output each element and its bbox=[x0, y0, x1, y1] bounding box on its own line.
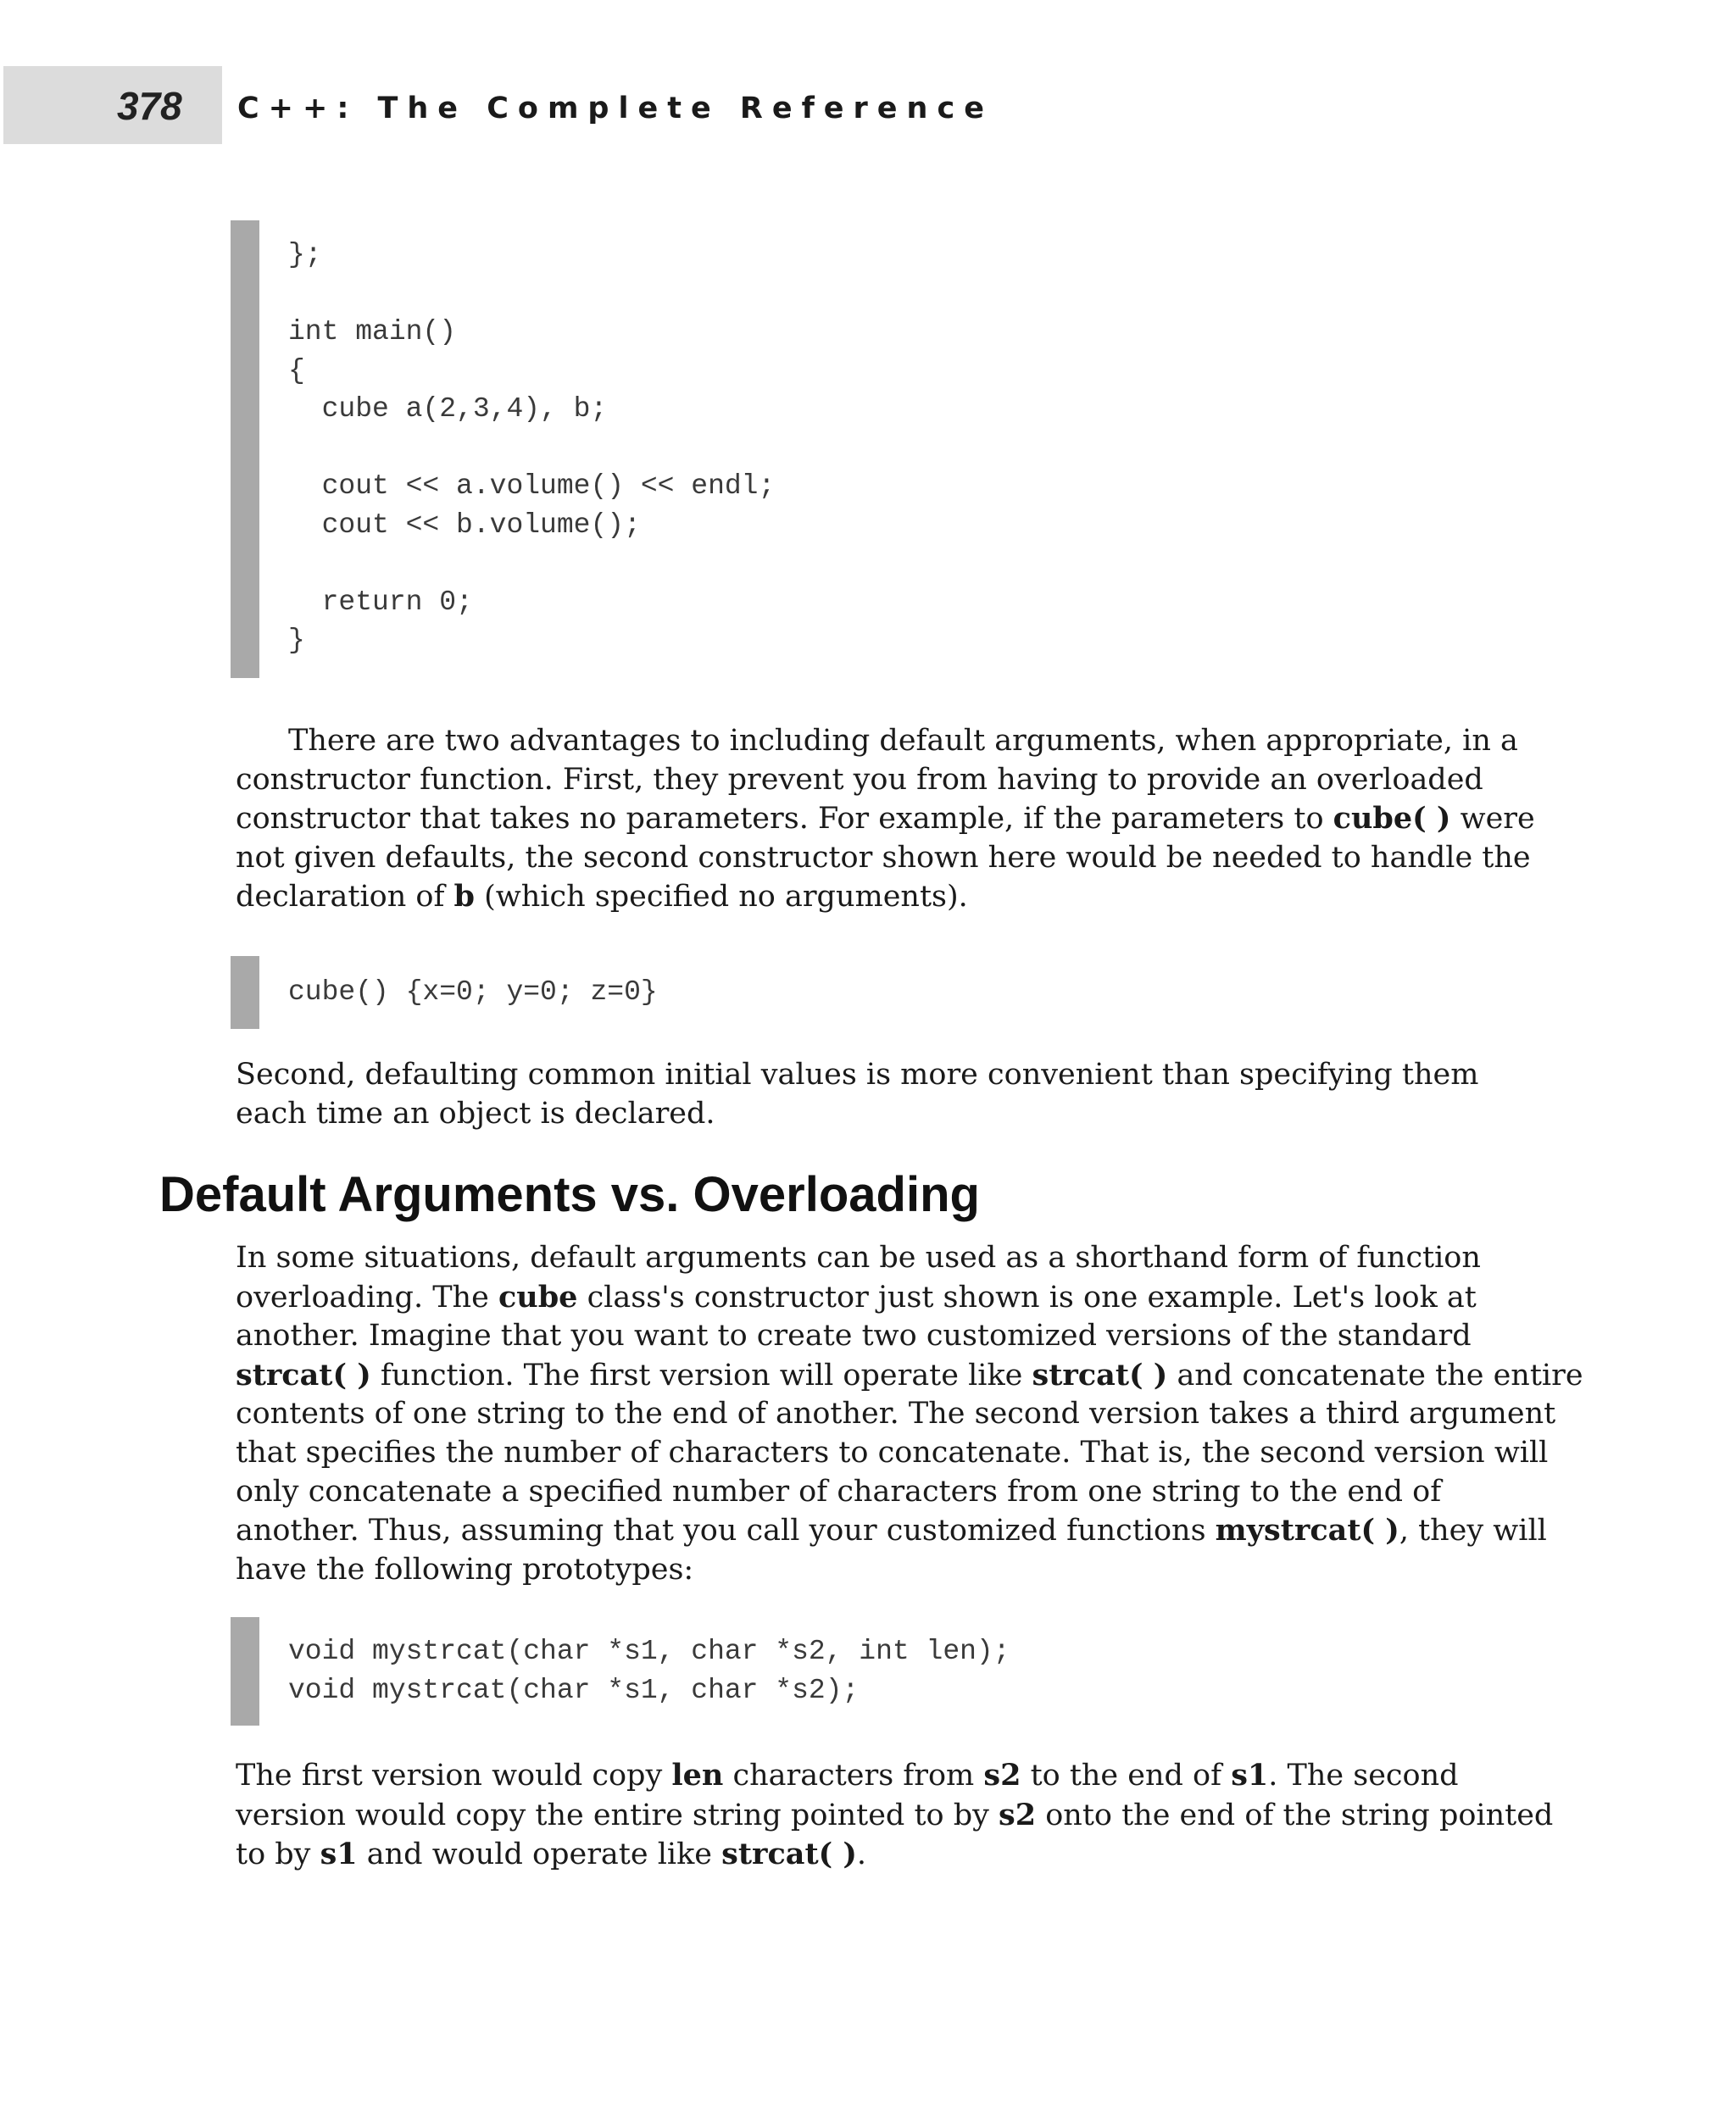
code-term: s1 bbox=[1231, 1758, 1269, 1793]
text: Second, defaulting common initial values is more convenient than specifying them bbox=[236, 1058, 1479, 1092]
text: (which specified no arguments). bbox=[475, 880, 968, 915]
paragraph-versions bbox=[236, 1756, 1554, 1875]
page-number-box bbox=[3, 66, 222, 144]
code-margin-bar bbox=[231, 956, 259, 1029]
code-line bbox=[288, 275, 775, 314]
paragraph-second bbox=[236, 1056, 1490, 1133]
code-line: cout << a.volume() << endl; bbox=[288, 470, 776, 502]
text: not given defaults, the second constructor shown here would be needed to handle the bbox=[236, 840, 1531, 875]
code-line: }; bbox=[288, 239, 322, 270]
text: , they will bbox=[1399, 1514, 1547, 1548]
text: . bbox=[856, 1837, 867, 1872]
code-term: strcat( ) bbox=[236, 1357, 371, 1393]
code-line: return 0; bbox=[288, 586, 473, 618]
text-line bbox=[236, 1756, 1490, 1796]
text: and concatenate the entire bbox=[1167, 1358, 1583, 1393]
code-lines bbox=[288, 236, 775, 660]
text-line bbox=[236, 1239, 1490, 1278]
code-term: s1 bbox=[320, 1837, 358, 1872]
paragraph-overloading bbox=[236, 1239, 1583, 1589]
text: have the following prototypes: bbox=[236, 1552, 694, 1587]
code-line bbox=[288, 429, 775, 468]
code-line bbox=[288, 544, 775, 583]
code-term: cube bbox=[498, 1279, 578, 1315]
code-term: len bbox=[671, 1758, 724, 1793]
text-line bbox=[236, 1473, 1490, 1512]
code-line: void mystrcat(char *s1, char *s2); bbox=[288, 1674, 860, 1706]
text: declaration of bbox=[236, 880, 454, 915]
text: The first version would copy bbox=[236, 1759, 672, 1793]
text-line bbox=[236, 1796, 1554, 1836]
code-line: cube() {x=0; y=0; z=0} bbox=[288, 976, 658, 1008]
text: contents of one string to the end of another. The second version takes a third argument bbox=[236, 1397, 1556, 1432]
text: class's constructor just shown is one example. Let's look at bbox=[577, 1280, 1477, 1315]
text: There are two advantages to including default arguments, when appropriate, in a bbox=[288, 724, 1518, 758]
text: characters from bbox=[723, 1759, 984, 1793]
code-line: void mystrcat(char *s1, char *s2, int len); bbox=[288, 1636, 1010, 1667]
code-line: int main() bbox=[288, 316, 457, 347]
text-line bbox=[236, 1835, 1490, 1875]
text-line bbox=[236, 1317, 1490, 1356]
code-term: strcat( ) bbox=[721, 1837, 857, 1872]
code-lines bbox=[288, 973, 658, 1012]
code-lines bbox=[288, 1632, 1010, 1710]
text-line bbox=[236, 1395, 1556, 1434]
text-line bbox=[236, 1434, 1549, 1473]
text: constructor that takes no parameters. For example, if the parameters to bbox=[236, 802, 1333, 837]
code-line: { bbox=[288, 354, 305, 386]
text: that specifies the number of characters to concatenate. That is, the second version will bbox=[236, 1435, 1549, 1470]
text-line bbox=[236, 799, 1535, 839]
text: and would operate like bbox=[357, 1837, 722, 1872]
text-line bbox=[236, 877, 1490, 917]
text: onto the end of the string pointed bbox=[1036, 1798, 1554, 1832]
text: . The second bbox=[1268, 1759, 1459, 1793]
code-term: cube( ) bbox=[1333, 801, 1451, 837]
text-line bbox=[236, 839, 1531, 878]
code-line: } bbox=[288, 625, 305, 656]
text: to by bbox=[236, 1837, 320, 1872]
text: overloading. The bbox=[236, 1280, 498, 1315]
code-term: s2 bbox=[983, 1758, 1021, 1793]
text: function. The first version will operate like bbox=[370, 1358, 1032, 1393]
text: In some situations, default arguments can be used as a shorthand form of function bbox=[236, 1241, 1481, 1275]
text-line bbox=[236, 1056, 1490, 1095]
text: constructor function. First, they prevent you from having to provide an overloaded bbox=[236, 762, 1483, 797]
text: another. Thus, assuming that you call your customized functions bbox=[236, 1514, 1216, 1548]
text: were bbox=[1450, 802, 1535, 837]
text: only concatenate a specified number of characters from one string to the end of bbox=[236, 1474, 1442, 1509]
text-line bbox=[236, 1551, 1490, 1590]
paragraph-advantages bbox=[236, 722, 1535, 917]
code-line: cout << b.volume(); bbox=[288, 509, 641, 541]
code-line: cube a(2,3,4), b; bbox=[288, 393, 608, 425]
code-margin-bar bbox=[231, 220, 259, 678]
text-line bbox=[236, 722, 1518, 761]
text: version would copy the entire string pointed to by bbox=[236, 1798, 999, 1832]
code-margin-bar bbox=[231, 1617, 259, 1726]
text: another. Imagine that you want to create two customized versions of the standard bbox=[236, 1319, 1472, 1354]
text-line bbox=[236, 761, 1490, 800]
page-number: 378 bbox=[117, 84, 182, 128]
code-term: mystrcat( ) bbox=[1215, 1513, 1399, 1548]
code-term: b bbox=[453, 879, 476, 915]
code-term: strcat( ) bbox=[1032, 1357, 1168, 1393]
text-line bbox=[236, 1511, 1547, 1551]
text-line bbox=[236, 1356, 1583, 1396]
code-term: s2 bbox=[999, 1797, 1037, 1832]
text-line bbox=[236, 1278, 1490, 1318]
text: each time an object is declared. bbox=[236, 1096, 715, 1131]
running-title: C++: The Complete Reference bbox=[237, 92, 993, 125]
text: to the end of bbox=[1021, 1759, 1232, 1793]
section-heading: Default Arguments vs. Overloading bbox=[159, 1167, 980, 1222]
text-line bbox=[236, 1095, 1490, 1134]
